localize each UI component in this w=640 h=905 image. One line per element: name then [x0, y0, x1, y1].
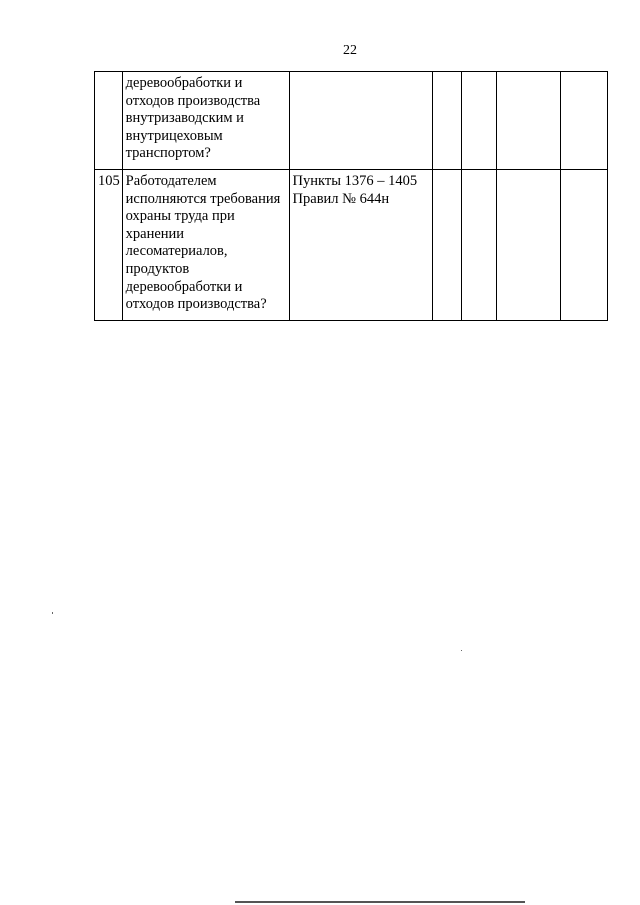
scan-edge-line	[235, 901, 525, 903]
reference-cell: Пункты 1376 – 1405 Правил № 644н	[289, 170, 432, 321]
note-cell	[560, 72, 607, 170]
answer-na-cell	[497, 72, 560, 170]
question-cell: Работодателем исполняются требования охраны труда при хранении лесоматериалов, продуктов деревообработки и отходов производства?	[122, 170, 289, 321]
answer-yes-cell	[432, 72, 461, 170]
question-cell: деревообработки и отходов производства внутризаводским и внутрицеховым транспортом?	[122, 72, 289, 170]
scan-speck	[52, 612, 53, 614]
scan-speck	[461, 650, 462, 651]
answer-no-cell	[461, 170, 497, 321]
row-number-cell	[95, 72, 123, 170]
table-row	[95, 72, 608, 170]
table-row	[95, 170, 608, 321]
checklist-table	[94, 71, 608, 321]
answer-no-cell	[461, 72, 497, 170]
note-cell	[560, 170, 607, 321]
page-number: 22	[343, 43, 357, 58]
answer-yes-cell	[432, 170, 461, 321]
answer-na-cell	[497, 170, 560, 321]
reference-cell	[289, 72, 432, 170]
row-number-cell: 105	[95, 170, 123, 321]
